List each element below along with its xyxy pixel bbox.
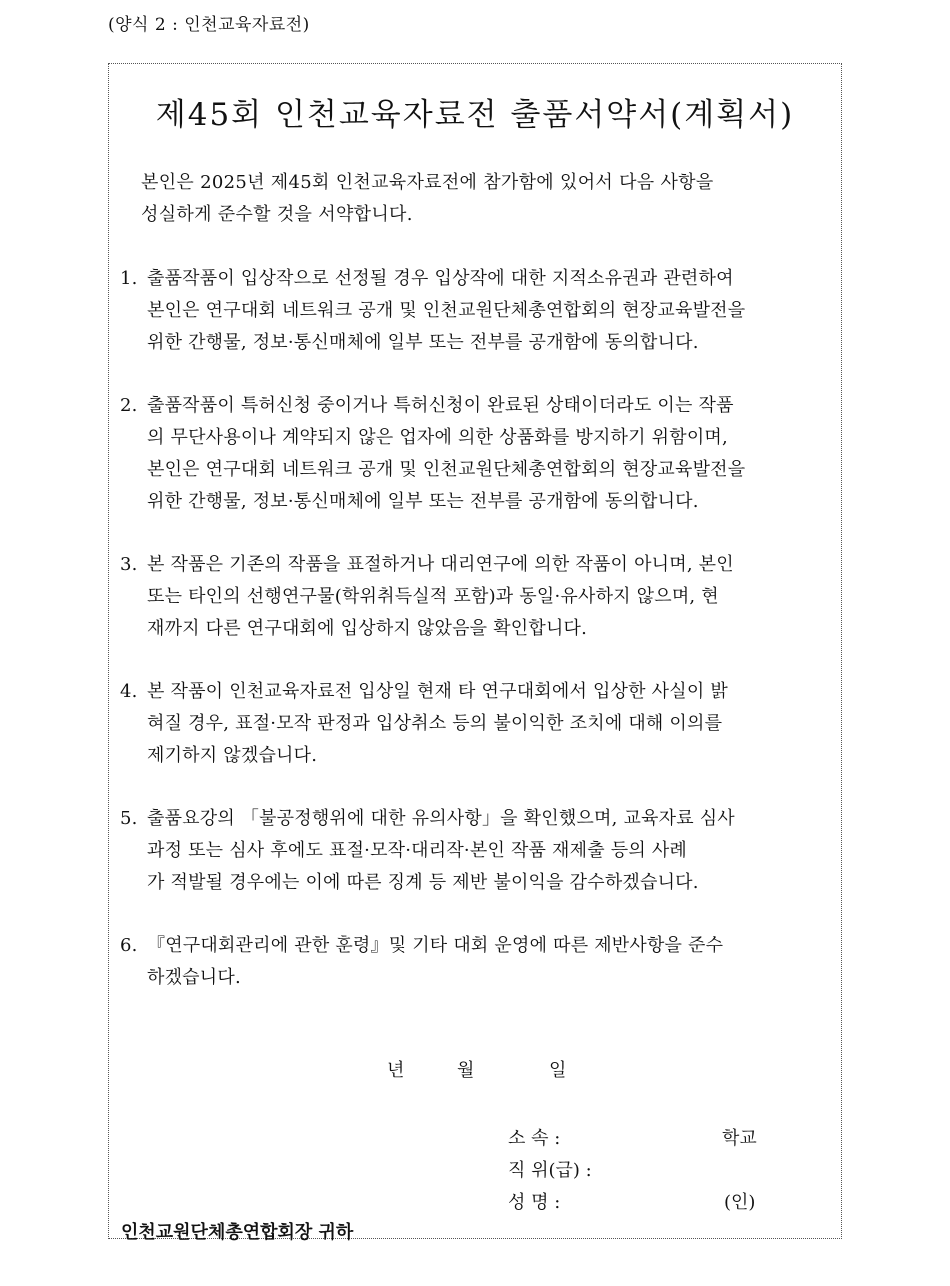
intro-line: 본인은 2025년 제45회 인천교육자료전에 참가함에 있어서 다음 사항을 xyxy=(141,172,714,193)
pledge-item-6 xyxy=(120,930,840,994)
pledge-item-3 xyxy=(120,549,840,645)
item-line: 본인은 연구대회 네트워크 공개 및 인천교원단체총연합회의 현장교육발전을 xyxy=(147,459,746,480)
affiliation-label: 소 속 : xyxy=(508,1128,561,1149)
item-line: 의 무단사용이나 계약되지 않은 업자에 의한 상품화를 방지하기 위함이며, xyxy=(147,427,728,448)
item-number: 3. xyxy=(120,554,138,575)
item-line: 제기하지 않겠습니다. xyxy=(147,745,318,766)
item-line: 과정 또는 심사 후에도 표절·모작·대리작·본인 작품 재제출 등의 사례 xyxy=(147,840,688,861)
item-line: 본인은 연구대회 네트워크 공개 및 인천교원단체총연합회의 현장교육발전을 xyxy=(147,300,746,321)
pledge-item-4 xyxy=(120,676,840,772)
item-number: 1. xyxy=(120,268,138,289)
intro-paragraph xyxy=(141,167,831,231)
pledge-item-1 xyxy=(120,263,840,359)
year-label: 년 xyxy=(387,1060,405,1081)
form-label: (양식 2 : 인천교육자료전) xyxy=(108,15,310,35)
item-line: 혀질 경우, 표절·모작 판정과 입상취소 등의 불이익한 조치에 대해 이의를 xyxy=(147,713,723,734)
item-number: 4. xyxy=(120,681,138,702)
item-line: 출품요강의 「불공정행위에 대한 유의사항」을 확인했으며, 교육자료 심사 xyxy=(147,808,735,829)
document-title: 제45회 인천교육자료전 출품서약서(계획서) xyxy=(155,97,795,133)
item-line: 『연구대회관리에 관한 훈령』및 기타 대회 운영에 따른 제반사항을 준수 xyxy=(147,935,724,956)
item-line: 위한 간행물, 정보·통신매체에 일부 또는 전부를 공개함에 동의합니다. xyxy=(147,332,699,353)
seal-mark: (인) xyxy=(724,1192,756,1213)
name-label: 성 명 : xyxy=(508,1192,561,1213)
day-label: 일 xyxy=(549,1060,567,1081)
item-line: 본 작품은 기존의 작품을 표절하거나 대리연구에 의한 작품이 아니며, 본인 xyxy=(147,554,734,575)
item-line: 출품작품이 입상작으로 선정될 경우 입상작에 대한 지적소유권과 관련하여 xyxy=(147,268,734,289)
intro-line: 성실하게 준수할 것을 서약합니다. xyxy=(141,204,413,225)
item-line: 출품작품이 특허신청 중이거나 특허신청이 완료된 상태이더라도 이는 작품 xyxy=(147,395,734,416)
pledge-item-5 xyxy=(120,803,840,899)
document-frame xyxy=(108,63,842,1243)
addressee: 인천교원단체총연합회장 귀하 xyxy=(121,1222,354,1243)
item-number: 2. xyxy=(120,395,138,416)
month-label: 월 xyxy=(457,1060,475,1081)
item-line: 위한 간행물, 정보·통신매체에 일부 또는 전부를 공개함에 동의합니다. xyxy=(147,491,699,512)
affiliation-suffix: 학교 xyxy=(722,1128,757,1149)
item-line: 재까지 다른 연구대회에 입상하지 않았음을 확인합니다. xyxy=(147,618,588,639)
position-label: 직 위(급) : xyxy=(508,1160,592,1181)
item-number: 5. xyxy=(120,808,138,829)
item-number: 6. xyxy=(120,935,138,956)
item-line: 또는 타인의 선행연구물(학위취득실적 포함)과 동일·유사하지 않으며, 현 xyxy=(147,586,719,607)
item-line: 가 적발될 경우에는 이에 따른 징계 등 제반 불이익을 감수하겠습니다. xyxy=(147,872,699,893)
pledge-item-2 xyxy=(120,390,840,518)
item-line: 본 작품이 인천교육자료전 입상일 현재 타 연구대회에서 입상한 사실이 밝 xyxy=(147,681,728,702)
item-line: 하겠습니다. xyxy=(147,967,241,988)
